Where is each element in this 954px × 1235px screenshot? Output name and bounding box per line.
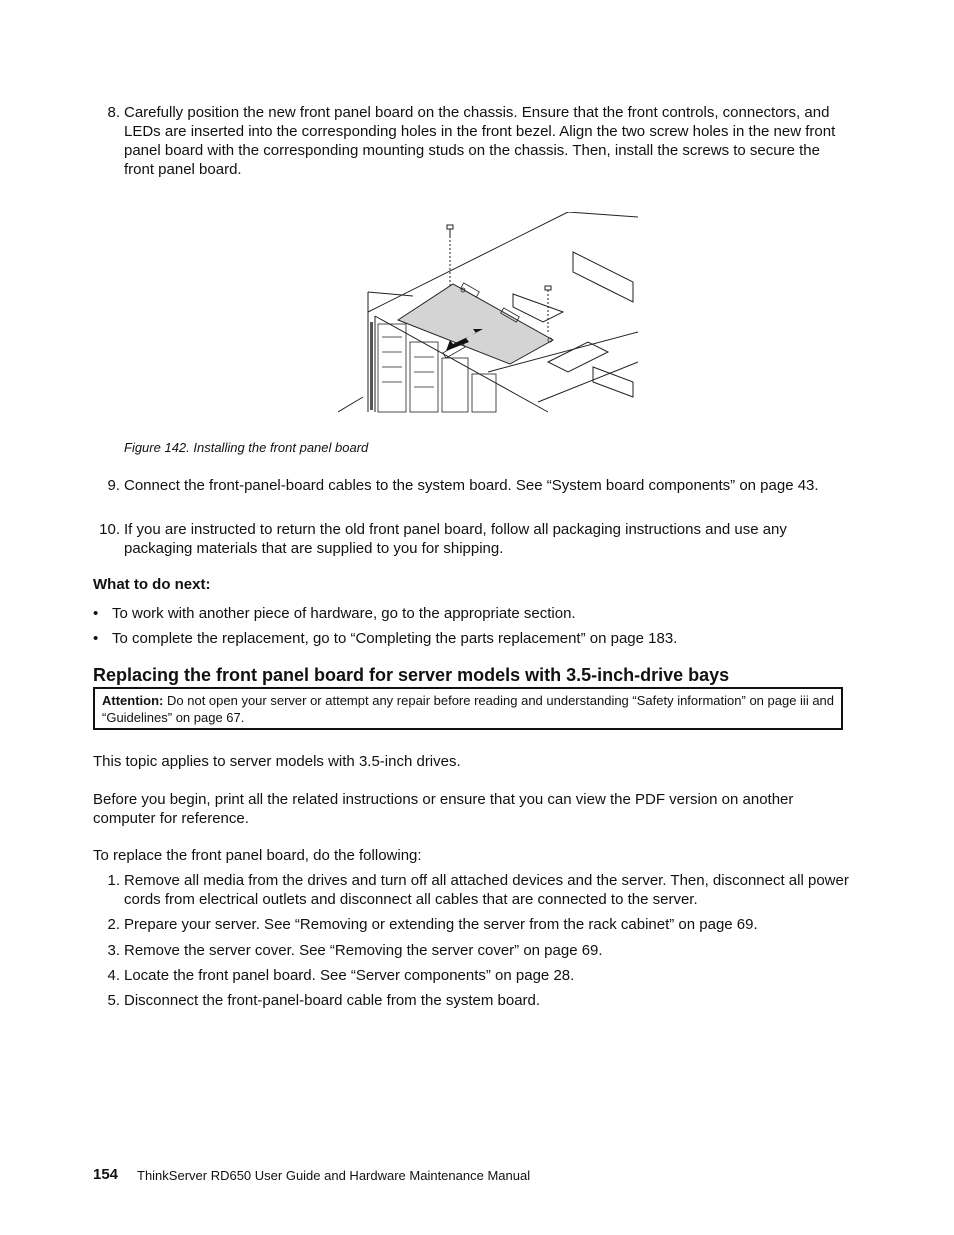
step-text: Connect the front-panel-board cables to the system board. See “System board components” on page 43. <box>124 477 819 494</box>
step-text: Disconnect the front-panel-board cable from the system board. <box>124 992 541 1009</box>
before-you-begin-paragraph: Before you begin, print all the related instructions or ensure that you can view the PDF version on another computer for reference. <box>93 791 794 827</box>
page-number: 154 <box>93 1166 119 1183</box>
step-number: 5. <box>107 992 120 1009</box>
attention-text: Do not open your server or attempt any repair before reading and understanding “Safety information” on page iii and “Guidelines” on page 67. <box>102 693 835 725</box>
manual-title: ThinkServer RD650 User Guide and Hardware Maintenance Manual <box>137 1168 531 1183</box>
step-text: Locate the front panel board. See “Server components” on page 28. <box>124 967 575 984</box>
step-number: 3. <box>107 942 120 959</box>
step-text: Prepare your server. See “Removing or extending the server from the rack cabinet” on page 69. <box>124 916 758 933</box>
attention-box <box>93 687 843 730</box>
step-number: 2. <box>107 916 120 933</box>
procedure-intro: To replace the front panel board, do the following: <box>93 847 422 864</box>
bullet-icon: • <box>93 630 99 647</box>
step-text: Remove the server cover. See “Removing the server cover” on page 69. <box>124 942 603 959</box>
step-number: 9. <box>107 477 120 494</box>
section-title: Replacing the front panel board for server models with 3.5-inch-drive bays <box>93 665 730 685</box>
bullet-icon: • <box>93 605 99 622</box>
step-number: 1. <box>107 872 120 889</box>
attention-label: Attention: <box>102 693 164 708</box>
front-panel-board-illustration <box>338 212 638 420</box>
bullet-text: To complete the replacement, go to “Completing the parts replacement” on page 183. <box>112 630 678 647</box>
step-number: 4. <box>107 967 120 984</box>
step-text: If you are instructed to return the old front panel board, follow all packaging instructions and use any packaging materials that are supplied to you for shipping. <box>124 521 787 557</box>
intro-paragraph: This topic applies to server models with 3.5-inch drives. <box>93 753 461 770</box>
figure-caption: Figure 142. Installing the front panel board <box>124 440 369 455</box>
step-text: Carefully position the new front panel board on the chassis. Ensure that the front controls, connectors, and LEDs are inserted into the corresponding holes in the front bezel. Align the two screw holes in the new front panel board with the corresponding mounting studs on the chassis. Then, install the screws to secure the front panel board. <box>124 104 836 178</box>
step-text: Remove all media from the drives and turn off all attached devices and the server. Then, disconnect all power cords from electrical outlets and disconnect all cables that are connected to the server. <box>124 872 849 908</box>
step-number: 10. <box>99 521 120 538</box>
step-number: 8. <box>107 104 120 121</box>
what-to-do-next-heading: What to do next: <box>93 576 211 593</box>
bullet-text: To work with another piece of hardware, go to the appropriate section. <box>112 605 576 622</box>
